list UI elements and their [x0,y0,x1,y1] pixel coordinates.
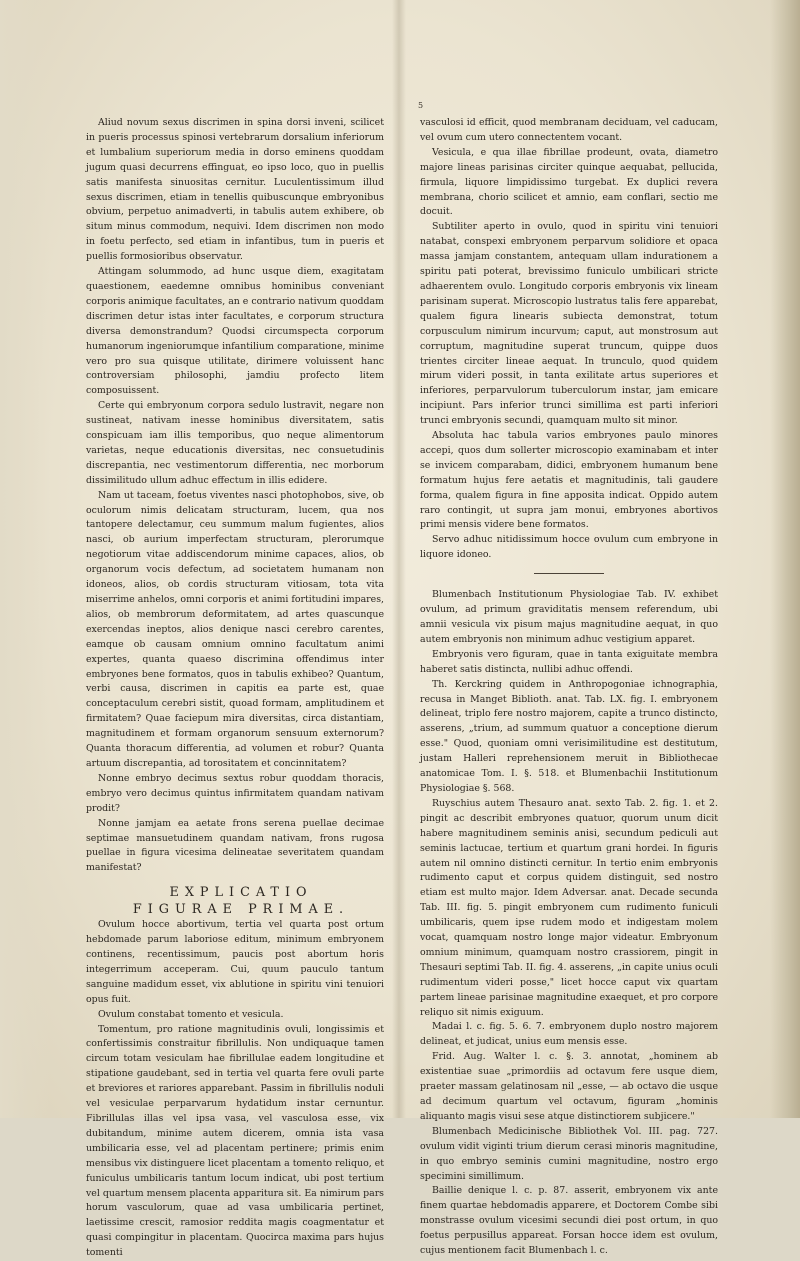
paragraph: Embryonis vero figuram, quae in tanta exiguitate membra haberet satis distincta, nullibi adhuc offendi. [420,648,718,675]
paragraph: Blumenbach Medicinische Bibliothek Vol. III. pag. 727. ovulum vidit viginti trium dierum cerasi minoris magnitudine, in quo embryo seminis cumini magnitudine, nostro ergo specimini simillimum. [420,1125,718,1182]
paragraph: Vesicula, e qua illae fibrillae prodeunt, ovata, diametro majore lineas parisinas circiter quinque aequabat, pellucida, firmula, liquore limpidissimo turgebat. Ex duplici revera membrana, chorio scilicet et amnio, eam conflari, sectio me docuit. [420,146,718,218]
paragraph: Tomentum, pro ratione magnitudinis ovuli, longissimis et confertissimis constraitur fibrillulis. Non undiquaque tamen circum totam vesiculam hae fibrillulae eadem longitudine et stipatione gaudebant, sed in tertia vel quarta fere ovuli parte et breviores et rariores apparebant. Passim in fibrillulis noduli vel vesiculae perparvarum hydatidum instar cernuntur. Fibrillulas illas vel ipsa vasa, vel vasculosa esse, vix dubitandum, minime autem dicerem, omnia ista vasa umbilicaria esse, vel ad placentam pertinere; primis enim mensibus vix distinguere licet placentam a tomento reliquo, et funiculus umbilicaris tantum locum indicat, ubi post tertium vel quartum mensem placenta apparitura sit. Ea nimirum pars horum vasculorum, quae ad vasa umbilicaria pertinet, laetissime crescit, ramosior reddita magis coagmentatur et quasi compingitur in placentam. Quocirca maxima pars hujus tomenti [86,1023,384,1259]
paragraph: Nonne jamjam ea aetate frons serena puellae decimae septimae mansuetudinem quandam nativam, frons rugosa puellae in figura vicesima delineatae severitatem quandam manifestat? [86,817,384,874]
right-column [420,116,718,1259]
page-edge-right [770,0,800,1118]
paragraph: Attingam solummodo, ad hunc usque diem, exagitatam quaestionem, eaedemne omnibus hominibus conveniant corporis animique facultates, an e contrario nativum quoddam discrimen detur istas inter facultates, e corporum structura diversa demonstrandum? Quodsi circumspecta corporum humanorum ingeniorumque infantilium comparatione, minime vero pro sua quisque utilitate, dirimere voluissent hanc controversiam philosophi, jamdiu profecto litem composuissent. [86,266,384,397]
paragraph: Blumenbach Institutionum Physiologiae Tab. IV. exhibet ovulum, ad primum graviditatis mensem referendum, ubi amnii vesicula vix pisum majus magnitudine aequat, in quo autem embryonis non minimum adhuc vestigium apparet. [420,589,718,645]
paragraph: Servo adhuc nitidissimum hocce ovulum cum embryone in liquore idoneo. [420,534,718,561]
section-heading: EXPLICATIO [169,885,313,901]
page-gutter [392,0,406,1118]
paragraph: Certe qui embryonum corpora sedulo lustravit, negare non sustineat, nativam inesse hominibus diversitatem, satis conspicuam iam illis temporibus, quo neque alimentorum varietas, neque educationis diversitas, nec consuetudinis discrepantia, nec vestimentorum differentia, nec morborum dissimilitudo ullum adhuc effectum in illis ediderе. [86,400,384,486]
paragraph: vasculosi id efficit, quod membranam deciduam, vel caducam, vel ovum cum utero connectentem vocant. [420,117,718,143]
page-number: 5 [418,101,424,110]
paragraph: Ovulum constabat tomento et vesicula. [98,1008,284,1020]
section-subheading: FIGURAE PRIMAE. [132,902,350,918]
paragraph: Baillie denique l. c. p. 87. asserit, embryonem vix ante finem quartae hebdomadis apparere, et Doctorem Combe sibi monstrasse ovulum vicesimi secundi diei post ortum, in quo foetus perpusillus appareat. Forsan hocce idem est ovulum, cujus mentionem facit Blumenbach l. c. [420,1185,718,1257]
paragraph: Th. Kerckring quidem in Anthropogoniae ichnographia, recusa in Manget Biblioth. anat. Tab. LX. fig. I. embryonem delineat, triplo fere nostro majorem, capite a trunco distincto, asserens, „trium, ad summum quatuor a conceptione dierum esse." Quod, quoniam omni verisimilitudine est destitutum, justam Halleri reprehensionem meruit in Bibliothecae anatomicae Tom. I. §. 518. et Blumenbachii Institutionum Physiologiae §. 568. [420,678,718,794]
paragraph: Ovulum hocce abortivum, tertia vel quarta post ortum hebdomade parum laboriose editum, minimum embryonem continens, recentissimum, paucis post abortum horis integerrimum acceperam. Cui, quum pauculo tantum sanguine madidum esset, vix ablutione in spiritu vini tenuiori opus fuit. [86,919,384,1005]
paragraph: Aliud novum sexus discrimen in spina dorsi inveni, scilicet in pueris processus spinosi vertebrarum dorsalium inferiorum et lumbalium superiorum media in dorso eminens quoddam jugum quasi decurrens effinguat, eo ipso loco, quo in puellis satis manifesta sinuositas cernitur. Luculentissimum illud sexus discrimen, etiam in tenellis quibuscunque embryonibus obvium, perpetuo animadverti, in tabulis autem exhibere, ob situm minus commodum, nequivi. Idem discrimen non modo in foetu perfecto, sed etiam in infantibus, tum in pueris et puellis formosioribus observatur. [86,117,384,263]
left-column [86,116,384,1261]
paragraph: Nonne embryo decimus sextus robur quoddam thoracis, embryo vero decimus quintus infirmitatem quandam nativam prodit? [86,772,384,814]
paragraph: Madai l. c. fig. 5. 6. 7. embryonem duplo nostro majorem delineat, et judicat, unius eum mensis esse. [420,1021,718,1048]
paragraph: Ruyschius autem Thesauro anat. sexto Tab. 2. fig. 1. et 2. pingit ac describit embryones quatuor, quorum unum dicit habere magnitudinem seminis anisi, secundum pediculi aut seminis lactucae, tertium et quartum grani hordei. In figuris autem nil omnino distincti cernitur. In tertio enim embryonis rudimento caput et corpus quidem distinguit, sed nostro etiam est multo major. Idem Adversar. anat. Decade secunda Tab. III. fig. 5. pingit embryonem cum rudimento funiculi umbilicaris, quem ipse rudem modo et indigestam molem vocat, quamquam nostro longe major videatur. Embryonum omnium minimum, quamquam nostro crassiorem, pingit in Thesauri septimi Tab. II. fig. 4. asserens, „in capite unius oculi rudimentum videri posse," licet hocce caput vix quartam partem lineae parisinae magnitudine exaequet, et pro corpore reliquo sit nimis exiguum. [420,797,718,1018]
paragraph: Frid. Aug. Walter l. c. §. 3. annotat, „hominem ab existentiae suae „primordiis ad octavum fere usque diem, praeter massam gelatinosam nil „esse, — ab octavo die usque ad decimum quartum vel octavum, figuram „hominis aliquanto magis visui sese atque distinctiorem subjicere." [420,1051,718,1122]
section-divider [534,573,604,574]
paragraph: Absoluta hac tabula varios embryones paulo minores accepi, quos dum sollerter microscopio examinabam et inter se invicem comparabam, didici, embryonem humanum bene formatum hujus fere aetatis et magnitudinis, tali gaudere forma, qualem figura in fine apposita indicat. Oppido autem raro contingit, ut supra jam monui, embryones abortivos primi mensis videre bene formatos. [420,430,718,531]
page-edge-left [0,0,50,1118]
paragraph: Subtiliter aperto in ovulo, quod in spiritu vini tenuiori natabat, conspexi embryonem perparvum solidiore et opaca massa jamjam constantem, antequam ullam indurationem a spiritu pati poterat, brevissimo funiculo umbilicari stricte adhaerentem ovulo. Longitudo corporis embryonis vix lineam parisinam superat. Microscopio lustratus talis fere apparebat, qualem figura linearis subiecta demonstrat, totum corpusculum nimirum incurvum; caput, aut monstrosum aut corruptum, magnitudine superat truncum, quippe duos trientes circiter lineae aequat. In trunculo, quod quidem mirum videri possit, in tanta exilitate artus superiores et inferiores, perparvulorum tuberculorum instar, jam emicare incipiunt. Pars inferior trunci simillima est parti inferiori trunci embryonis secundi, quamquam multo sit minor. [420,221,718,427]
paragraph: Nam ut taceam, foetus viventes nasci photophobos, sive, ob oculorum nimis delicatam structuram, lucem, qua nos tantopere delectamur, ceu summum malum fugientes, alios nasci, ob aurium imperfectam structuram, plerorumque negotiorum vitae addiscendorum minime capaces, alios, ob organorum vocis defectum, ad societatem humanam non idoneos, alios, ob cordis structuram vitiosam, tota vita miserrime anhelos, omni corporis et animi fortitudini impares, alios, ob membrorum deformitatem, ad artes quascunque exercendas ineptos, alios denique nasci cerebro carentes, eamque ob causam omnium omnino facultatum animi expertes, quanta quaeso discrimina offendimus inter embryones bene formatos, quos in tabulis exhibeo? Quantum, verbi causa, discrimen in capitis ea parte est, quae conceptaculum cerebri sistit, quoad formam, amplitudinem et firmitatem? Quae faciерum mira diversitas, circa distantiam, magnitudinem et formam organorum sensuum externorum? Quanta thoracum differentia, ad volumen et robur? Quanta artuum discrepantia, ad torositatem et concinnitatem? [86,489,384,769]
